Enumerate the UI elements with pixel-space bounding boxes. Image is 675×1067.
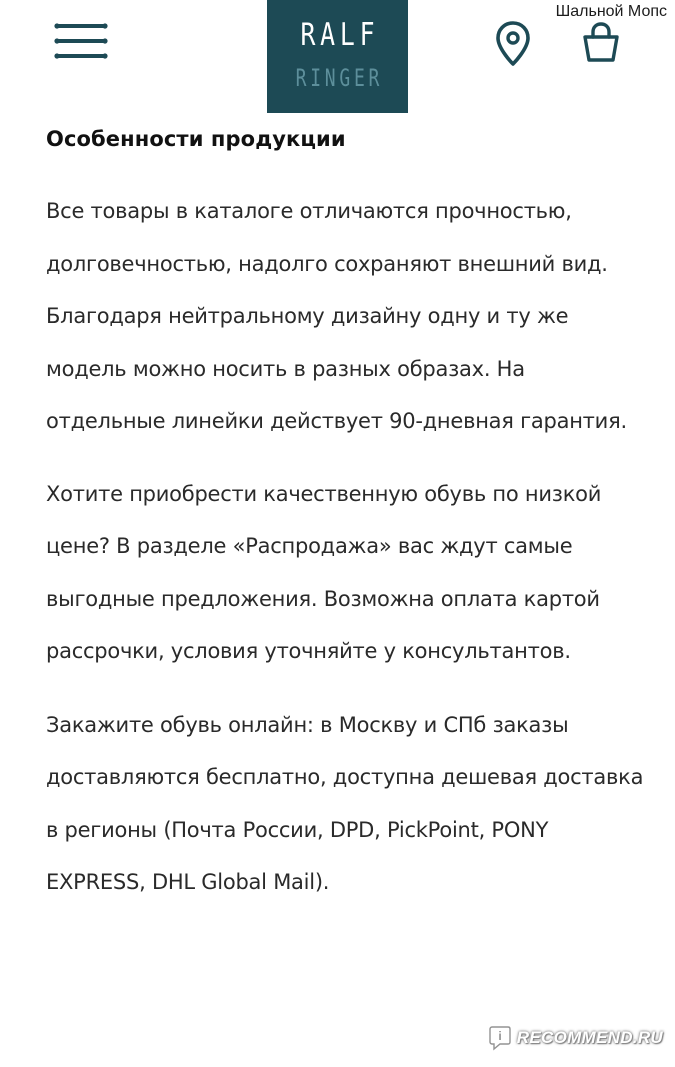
brand-logo-line1: RALF bbox=[300, 17, 380, 53]
paragraph-quality: Все товары в каталоге отличаются прочностью, долговечностью, надолго сохраняют внешний вид. Благодаря нейтральному дизайну одну и ту же модель можно носить в разных образах. На отдельные линейки действует 90-дневная гарантия. bbox=[46, 199, 627, 433]
username-overlay: Шальной Мопс bbox=[555, 3, 667, 20]
section-title: Особенности продукции bbox=[46, 127, 346, 151]
recommend-watermark bbox=[489, 1023, 663, 1053]
store-locator-button[interactable] bbox=[494, 20, 532, 68]
cart-button[interactable] bbox=[580, 20, 622, 64]
svg-text:i: i bbox=[498, 1029, 502, 1043]
hamburger-menu-icon bbox=[52, 20, 110, 62]
brand-logo-line2: RINGER bbox=[295, 64, 384, 92]
shopping-bag-icon bbox=[580, 20, 622, 64]
watermark-text: RECOMMEND.RU bbox=[516, 1028, 663, 1047]
map-pin-icon bbox=[494, 20, 532, 68]
menu-button[interactable] bbox=[52, 20, 110, 62]
paragraph-sale: Хотите приобрести качественную обувь по низкой цене? В разделе «Распродажа» вас ждут самые выгодные предложения. Возможна оплата картой рассрочки, условия уточняйте у консультантов. bbox=[46, 481, 602, 663]
site-header bbox=[0, 0, 675, 118]
product-features-section bbox=[46, 124, 646, 909]
brand-logo[interactable] bbox=[267, 0, 408, 113]
recommend-logo-icon bbox=[489, 1025, 511, 1051]
paragraph-delivery: Закажите обувь онлайн: в Москву и СПб заказы доставляются бесплатно, доступна дешевая доставка в регионы (Почта России, DPD, PickPoint, PONY EXPRESS, DHL Global Mail). bbox=[46, 712, 644, 894]
